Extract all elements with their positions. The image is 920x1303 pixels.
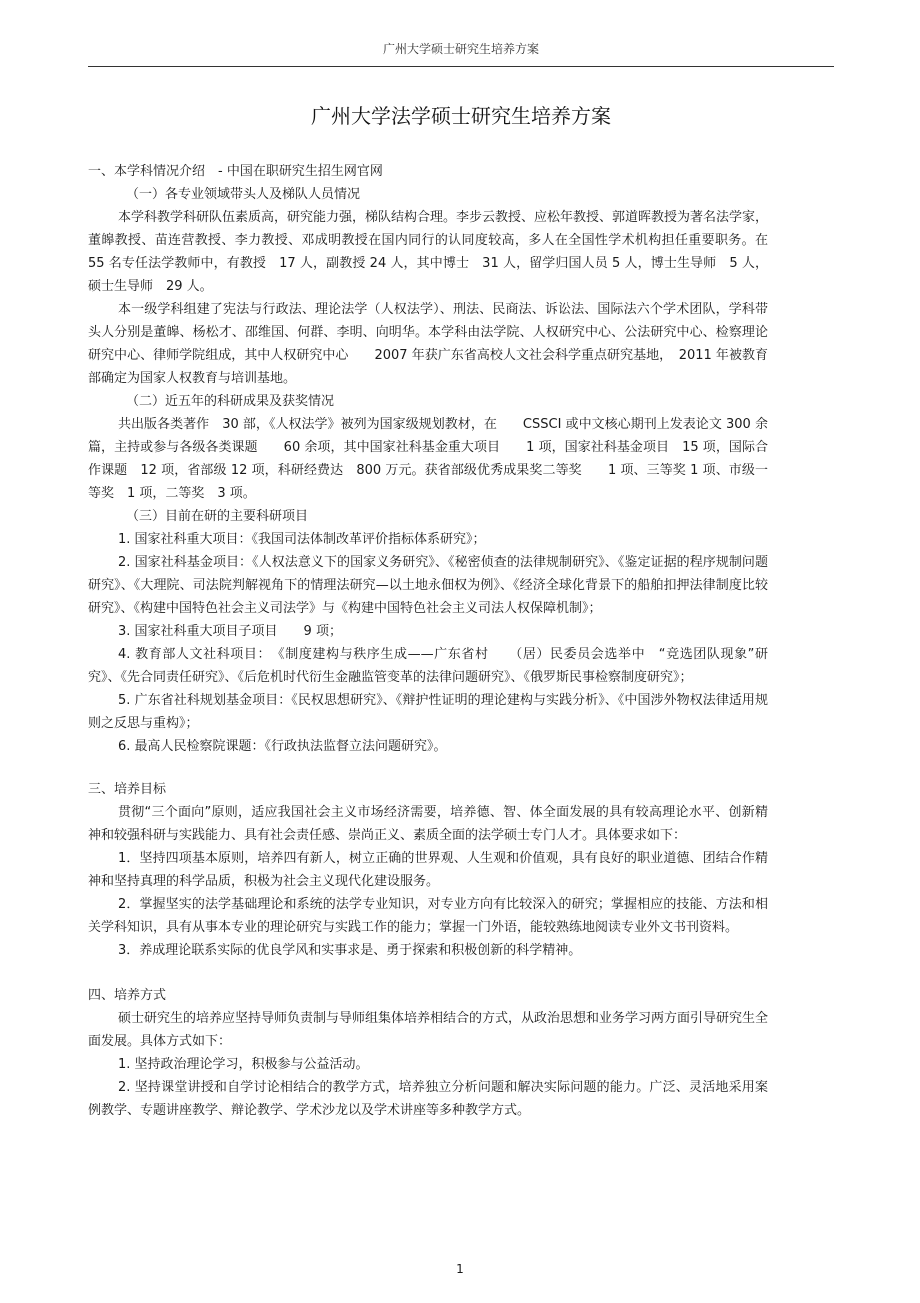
spacer — [88, 758, 768, 778]
list-item: 6. 最高人民检察院课题：《行政执法监督立法问题研究》。 — [118, 739, 447, 754]
document-body — [88, 160, 782, 1122]
list-item: 1．坚持四项基本原则，培养四有新人，树立正确的世界观、人生观和价值观，具有良好的职业道德、团结合作精神和坚持真理的科学品质，积极为社会主义现代化建设服务。 — [88, 851, 768, 889]
subsection-heading: （一）各专业领域带头人及梯队人员情况 — [126, 187, 361, 202]
paragraph: 贯彻“三个面向”原则，适应我国社会主义市场经济需要，培养德、智、体全面发展的具有较高理论水平、创新精神和较强科研与实践能力、具有社会责任感、崇尚正义、素质全面的法学硕士专门人才。具体要求如下： — [88, 805, 768, 843]
list-item: 3. 国家社科重大项目子项目 9 项； — [118, 624, 342, 639]
header-rule — [88, 66, 834, 67]
list-item: 2．掌握坚实的法学基础理论和系统的法学专业知识，对专业方向有比较深入的研究；掌握相应的技能、方法和相关学科知识，具有从事本专业的理论研究与实践工作的能力；掌握一门外语，能较熟练地阅读专业外文书刊资料。 — [88, 897, 768, 935]
page-title: 广州大学法学硕士研究生培养方案 — [311, 104, 611, 128]
paragraph: 本一级学科组建了宪法与行政法、理论法学（人权法学）、刑法、民商法、诉讼法、国际法六个学术团队，学科带头人分别是董皞、杨松才、邵维国、何群、李明、向明华。本学科由法学院、人权研究中心、公法研究中心、检察理论研究中心、律师学院组成，其中人权研究中心 2007 年获广东省高校人文社会科学重点研究基地， 2011 年被教育部确定为国家人权教育与培训基地。 — [88, 302, 768, 386]
list-item: 2. 国家社科基金项目：《人权法意义下的国家义务研究》、《秘密侦查的法律规制研究》、《鉴定证据的程序规制问题研究》、《大理院、司法院判解视角下的情理法研究—以土地永佃权为例》、《经济全球化背景下的船舶扣押法律制度比较研究》、《构建中国特色社会主义司法学》与《构建中国特色社会主义司法人权保障机制》； — [88, 555, 768, 616]
paragraph: 本学科教学科研队伍素质高，研究能力强，梯队结构合理。李步云教授、应松年教授、郭道晖教授为著名法学家，董皞教授、苗连营教授、李力教授、邓成明教授在国内同行的认同度较高，多人在全国性学术机构担任重要职务。在 55 名专任法学教师中，有教授 17 人，副教授 24 人，其中博士 31 人，留学归国人员 5 人，博士生导师 5 人，硕士生导师 29 人。 — [88, 210, 782, 294]
section-heading: 四、培养方式 — [88, 988, 167, 1003]
subsection-heading: （三）目前在研的主要科研项目 — [126, 509, 309, 524]
list-item: 5. 广东省社科规划基金项目：《民权思想研究》、《辩护性证明的理论建构与实践分析》、《中国涉外物权法律适用规则之反思与重构》； — [88, 693, 768, 731]
paragraph: 共出版各类著作 30 部，《人权法学》被列为国家级规划教材，在 CSSCI 或中文核心期刊上发表论文 300 余篇，主持或参与各级各类课题 60 余项，其中国家社科基金重大项目 1 项，国家社科基金项目 15 项，国际合作课题 12 项，省部级 12 项，科研经费达 800 万元。获省部级优秀成果奖二等奖 1 项、三等奖 1 项、市级一等奖 1 项，二等奖 3 项。 — [88, 417, 768, 501]
list-item: 3．养成理论联系实际的优良学风和实事求是、勇于探索和积极创新的科学精神。 — [118, 943, 582, 958]
section-heading: 三、培养目标 — [88, 782, 167, 797]
running-header: 广州大学硕士研究生培养方案 — [382, 42, 539, 56]
list-item: 2. 坚持课堂讲授和自学讨论相结合的教学方式，培养独立分析问题和解决实际问题的能力。广泛、灵活地采用案例教学、专题讲座教学、辩论教学、学术沙龙以及学术讲座等多种教学方式。 — [88, 1080, 768, 1118]
spacer — [88, 962, 768, 984]
section-heading: 一、本学科情况介绍 - 中国在职研究生招生网官网 — [88, 164, 383, 179]
paragraph: 硕士研究生的培养应坚持导师负责制与导师组集体培养相结合的方式，从政治思想和业务学习两方面引导研究生全面发展。具体方式如下： — [88, 1011, 769, 1049]
page-number: 1 — [456, 1262, 464, 1276]
list-item: 1. 坚持政治理论学习，积极参与公益活动。 — [118, 1057, 369, 1072]
list-item: 4. 教育部人文社科项目： 《制度建构与秩序生成——广东省村 （居）民委员会选举中 “竞选团队现象”研究》、《先合同责任研究》、《后危机时代衍生金融监管变革的法律问题研究》、《俄罗斯民事检察制度研究》； — [88, 647, 768, 685]
list-item: 1. 国家社科重大项目：《我国司法体制改革评价指标体系研究》； — [118, 532, 486, 547]
subsection-heading: （二）近五年的科研成果及获奖情况 — [126, 394, 335, 409]
